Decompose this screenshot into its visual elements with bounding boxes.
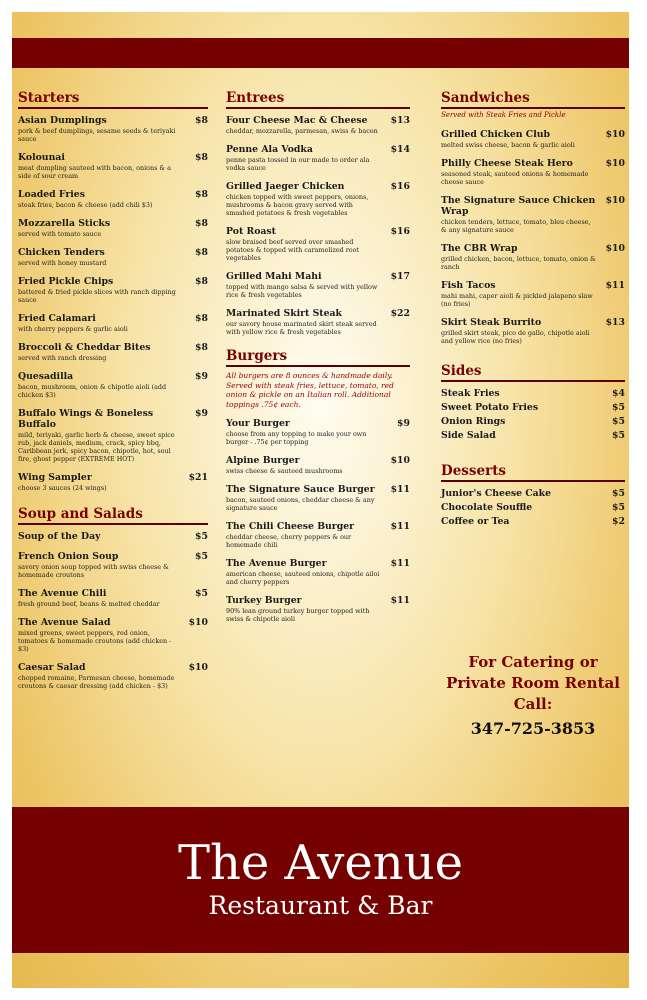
item-name: Onion Rings <box>441 415 506 427</box>
item-price: $13 <box>605 316 625 328</box>
menu-item <box>226 144 410 172</box>
column-middle <box>226 90 410 632</box>
sandwiches-subtitle: Served with Steak Fries and Pickle <box>441 111 566 119</box>
column-right <box>441 90 625 530</box>
menu-item <box>18 342 208 362</box>
item-description: battered & fried pickle slices with ranch dipping sauce <box>18 288 176 304</box>
menu-item <box>226 595 410 623</box>
soups-section <box>18 506 208 690</box>
burgers-title: Burgers <box>226 348 410 367</box>
item-description: mixed greens, sweet peppers, red onion, tomatoes & homemade croutons (add chicken - $3) <box>18 629 172 653</box>
item-price: $8 <box>195 342 208 353</box>
item-description: choose from any topping to make your own burger - .75¢ per topping <box>226 430 367 446</box>
item-name: Grilled Jaeger Chicken <box>226 181 345 192</box>
item-name: Wing Sampler <box>18 472 92 483</box>
menu-item <box>226 271 410 299</box>
item-price: $8 <box>195 115 208 126</box>
item-price: $10 <box>605 194 625 206</box>
brand-banner <box>12 807 629 953</box>
menu-item <box>18 276 208 304</box>
menu-item <box>18 662 208 690</box>
item-description: mahi mahi, caper aioli & pickled jalapeno slaw (no fries) <box>441 291 593 308</box>
item-name: Skirt Steak Burrito <box>441 316 542 328</box>
item-price: $10 <box>605 128 625 140</box>
catering-phone: 347-725-3853 <box>470 719 596 738</box>
item-name: Junior's Cheese Cake <box>441 487 552 499</box>
item-description: chicken tenders, lettuce, tomato, bleu cheese, & any signature sauce <box>441 217 591 234</box>
menu-item <box>226 521 410 549</box>
item-name: Your Burger <box>226 418 290 429</box>
item-description: grilled skirt steak, pico de gallo, chipotle aioli and yellow rice (no fries) <box>441 328 590 345</box>
item-price: $11 <box>390 484 410 495</box>
restaurant-subtitle: Restaurant & Bar <box>208 891 433 920</box>
menu-item <box>441 280 625 308</box>
item-description: topped with mango salsa & served with yellow rice & fresh vegetables <box>226 283 378 299</box>
menu-item <box>18 531 208 542</box>
item-name: Soup of the Day <box>18 531 101 542</box>
item-price: $8 <box>195 189 208 200</box>
item-price: $10 <box>605 242 625 254</box>
item-name: Coffee or Tea <box>441 515 510 527</box>
item-description: mild, teriyaki, garlic herb & cheese, sweet spice rub, jack daniels, medium, crack, spicy bbq, Caribbean jerk, spicy bacon, chipotle, hot, soul fire, ghost pepper (EXTREME HOT) <box>18 431 175 463</box>
item-description: pork & beef dumplings, sesame seeds & teriyaki sauce <box>18 127 176 143</box>
item-price: $22 <box>390 308 410 319</box>
item-price: $13 <box>390 115 410 126</box>
item-description: 90% lean ground turkey burger topped with swiss & chipotle aioli <box>226 607 370 623</box>
item-name: Alpine Burger <box>226 455 300 466</box>
item-price: $5 <box>612 401 625 413</box>
menu-item <box>441 388 625 399</box>
item-price: $5 <box>612 415 625 427</box>
menu-item <box>226 418 410 446</box>
menu-item <box>18 617 208 653</box>
sandwiches-section <box>441 90 625 345</box>
menu-item <box>441 317 625 345</box>
menu-item <box>18 152 208 180</box>
item-price: $11 <box>390 521 410 532</box>
item-description: bacon, mushroom, onion & chipotle aioli (add chicken $3) <box>18 383 167 399</box>
item-name: The Signature Sauce Chicken Wrap <box>441 194 596 217</box>
item-name: Turkey Burger <box>226 595 302 606</box>
menu-item <box>226 181 410 217</box>
menu-item <box>441 129 625 149</box>
top-banner <box>12 38 629 68</box>
item-description: american cheese, sauteed onions, chipotle ailoi and cherry peppers <box>226 570 380 586</box>
item-name: Broccoli & Cheddar Bites <box>18 342 151 353</box>
menu-item <box>226 308 410 336</box>
item-name: Asian Dumplings <box>18 115 107 126</box>
item-name: French Onion Soup <box>18 551 119 562</box>
item-description: cheddar cheese, cherry peppers & our homemade chili <box>226 533 352 549</box>
item-price: $16 <box>390 181 410 192</box>
restaurant-name: The Avenue <box>177 835 464 891</box>
menu-item <box>441 488 625 499</box>
item-price: $16 <box>390 226 410 237</box>
item-name: Caesar Salad <box>18 662 86 673</box>
menu-page <box>12 12 629 988</box>
menu-item <box>18 551 208 579</box>
item-price: $5 <box>612 487 625 499</box>
item-name: Fish Tacos <box>441 279 496 291</box>
item-price: $5 <box>195 588 208 599</box>
menu-item <box>441 402 625 413</box>
starters-section <box>18 90 208 492</box>
item-price: $11 <box>390 595 410 606</box>
item-price: $9 <box>195 371 208 382</box>
menu-item <box>441 243 625 271</box>
item-name: Chocolate Souffle <box>441 501 533 513</box>
item-price: $11 <box>605 279 625 291</box>
item-description: chicken topped with sweet peppers, onions, mushrooms & bacon gravy served with smashed potatoes & fresh vegetables <box>226 193 369 217</box>
item-name: Sweet Potato Fries <box>441 401 539 413</box>
catering-line-2: Private Room Rental <box>446 674 620 692</box>
item-name: Penne Ala Vodka <box>226 144 313 155</box>
menu-item <box>441 516 625 527</box>
item-name: Fried Calamari <box>18 313 96 324</box>
item-name: Chicken Tenders <box>18 247 105 258</box>
menu-item <box>18 371 208 399</box>
item-price: $10 <box>188 617 208 628</box>
burgers-section <box>226 348 410 623</box>
item-name: Buffalo Wings & Boneless Buffalo <box>18 408 154 430</box>
item-name: Side Salad <box>441 429 496 441</box>
desserts-section <box>441 463 625 527</box>
item-name: Mozzarella Sticks <box>18 218 111 229</box>
menu-item <box>441 430 625 441</box>
item-description: savory onion soup topped with swiss cheese & homemade croutons <box>18 563 169 579</box>
soups-title: Soup and Salads <box>18 506 208 525</box>
item-description: slow braised beef served over smashed potatoes & topped with caramelized root vegetables <box>226 238 360 262</box>
item-name: The CBR Wrap <box>441 242 518 254</box>
item-description: fresh ground beef, beans & melted cheddar <box>18 600 160 608</box>
item-price: $5 <box>195 531 208 542</box>
item-description: served with honey mustard <box>18 259 107 267</box>
menu-item <box>226 455 410 475</box>
catering-info <box>441 652 625 739</box>
item-price: $17 <box>390 271 410 282</box>
item-description: penne pasta tossed in our made to order ala vodka sauce <box>226 156 370 172</box>
item-description: with cherry peppers & garlic aioli <box>18 325 128 333</box>
burgers-note: All burgers are 8 ounces & handmade daily. Served with steak fries, lettuce, tomato, red onion & pickle on an Italian roll. Additional toppings .75¢ each. <box>226 371 394 409</box>
desserts-title: Desserts <box>441 463 625 482</box>
item-name: The Signature Sauce Burger <box>226 484 375 495</box>
item-price: $2 <box>612 515 625 527</box>
item-description: seasoned steak, sauteed onions & homemade cheese sauce <box>441 169 589 186</box>
item-description: swiss cheese & sauteed mushrooms <box>226 467 343 475</box>
menu-item <box>18 247 208 267</box>
item-price: $14 <box>390 144 410 155</box>
item-description: choose 3 sauces (24 wings) <box>18 484 107 492</box>
item-price: $8 <box>195 247 208 258</box>
menu-item <box>18 218 208 238</box>
item-name: Pot Roast <box>226 226 276 237</box>
item-name: The Avenue Salad <box>18 617 111 628</box>
item-price: $9 <box>397 418 410 429</box>
item-price: $8 <box>195 152 208 163</box>
item-name: Loaded Fries <box>18 189 85 200</box>
item-name: Fried Pickle Chips <box>18 276 114 287</box>
entrees-title: Entrees <box>226 90 410 109</box>
sandwiches-title: Sandwiches <box>441 90 625 109</box>
item-price: $9 <box>195 408 208 419</box>
item-description: bacon, sauteed onions, cheddar cheese & any signature sauce <box>226 496 375 512</box>
menu-item <box>441 195 625 234</box>
menu-item <box>18 189 208 209</box>
item-name: Four Cheese Mac & Cheese <box>226 115 368 126</box>
item-description: chopped romaine, Parmesan cheese, homemade croutons & caesar dressing (add chicken - $3) <box>18 674 175 690</box>
catering-line-1: For Catering or <box>468 653 598 671</box>
item-name: Philly Cheese Steak Hero <box>441 157 573 169</box>
item-name: The Avenue Burger <box>226 558 327 569</box>
item-description: our savory house marinated skirt steak served with yellow rice & fresh vegetables <box>226 320 377 336</box>
menu-item <box>226 226 410 262</box>
menu-item <box>18 313 208 333</box>
item-name: Grilled Chicken Club <box>441 128 550 140</box>
menu-item <box>18 115 208 143</box>
item-name: The Avenue Chili <box>18 588 107 599</box>
item-price: $10 <box>390 455 410 466</box>
item-name: Marinated Skirt Steak <box>226 308 342 319</box>
item-description: meat dumpling sauteed with bacon, onions & a side of sour cream <box>18 164 171 180</box>
item-name: Quesadilla <box>18 371 74 382</box>
menu-item <box>441 416 625 427</box>
item-price: $5 <box>612 429 625 441</box>
menu-item <box>226 115 410 135</box>
sides-section <box>441 363 625 441</box>
item-description: served with tomato sauce <box>18 230 102 238</box>
menu-item <box>18 588 208 608</box>
catering-line-3: Call: <box>513 695 553 713</box>
item-name: The Chili Cheese Burger <box>226 521 355 532</box>
item-description: served with ranch dressing <box>18 354 107 362</box>
menu-item <box>18 472 208 492</box>
menu-item <box>18 408 208 463</box>
item-name: Grilled Mahi Mahi <box>226 271 322 282</box>
menu-item <box>226 558 410 586</box>
item-description: cheddar, mozzarella, parmesan, swiss & bacon <box>226 127 378 135</box>
item-price: $5 <box>612 501 625 513</box>
menu-item <box>441 158 625 186</box>
item-price: $4 <box>612 387 625 399</box>
sides-title: Sides <box>441 363 625 382</box>
item-price: $21 <box>188 472 208 483</box>
item-price: $11 <box>390 558 410 569</box>
menu-item <box>441 502 625 513</box>
starters-title: Starters <box>18 90 208 109</box>
item-name: Steak Fries <box>441 387 500 399</box>
item-name: Kolounai <box>18 152 65 163</box>
item-price: $10 <box>188 662 208 673</box>
item-description: steak fries, bacon & cheese (add chili $3) <box>18 201 153 209</box>
entrees-section <box>226 90 410 336</box>
item-price: $8 <box>195 218 208 229</box>
item-price: $8 <box>195 313 208 324</box>
item-description: grilled chicken, bacon, lettuce, tomato, onion & ranch <box>441 254 596 271</box>
item-price: $10 <box>605 157 625 169</box>
item-price: $5 <box>195 551 208 562</box>
menu-item <box>226 484 410 512</box>
item-description: melted swiss cheese, bacon & garlic aioli <box>441 140 575 149</box>
column-left <box>18 90 208 699</box>
item-price: $8 <box>195 276 208 287</box>
